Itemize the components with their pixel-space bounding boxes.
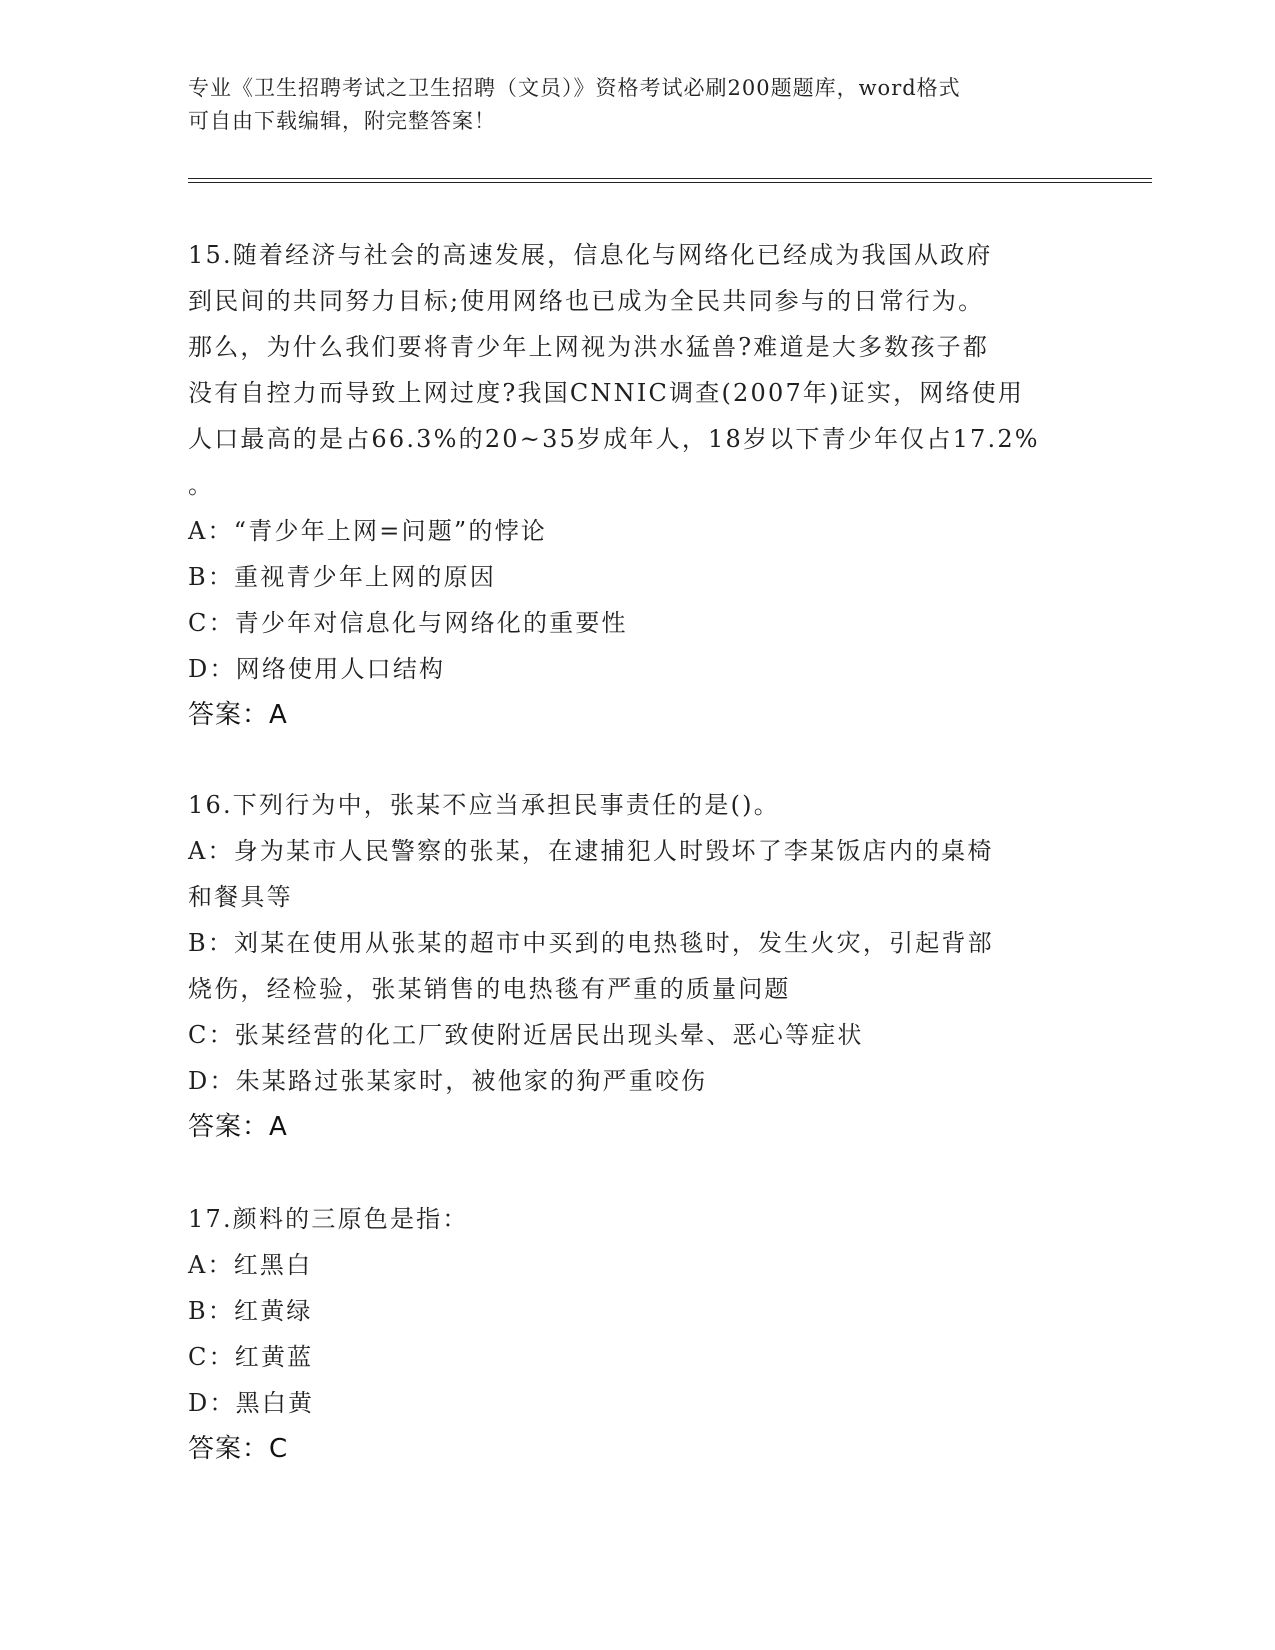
option-d: D：网络使用人口结构 bbox=[188, 655, 446, 683]
option-a: A：身为某市人民警察的张某，在逮捕犯人时毁坏了李某饭店内的桌椅 bbox=[188, 837, 994, 865]
option-c: C：张某经营的化工厂致使附近居民出现头晕、恶心等症状 bbox=[188, 1021, 864, 1049]
question-text-line: 人口最高的是占66.3%的20~35岁成年人，18岁以下青少年仅占17.2% bbox=[188, 425, 1040, 453]
answer-line: 答案：A bbox=[188, 700, 288, 730]
question-block bbox=[188, 782, 1088, 1150]
question-block bbox=[188, 1196, 1088, 1472]
question-text-line: 17.颜料的三原色是指： bbox=[188, 1205, 469, 1233]
option-b-continued: 烧伤，经检验，张某销售的电热毯有严重的质量问题 bbox=[188, 975, 791, 1003]
question-block bbox=[188, 232, 1088, 738]
option-b: B：重视青少年上网的原因 bbox=[188, 563, 497, 591]
option-d: D：朱某路过张某家时，被他家的狗严重咬伤 bbox=[188, 1067, 708, 1095]
answer-line: 答案：A bbox=[188, 1112, 288, 1142]
header-divider bbox=[188, 178, 1152, 179]
option-c: C：红黄蓝 bbox=[188, 1343, 314, 1371]
option-b: B：刘某在使用从张某的超市中买到的电热毯时，发生火灾，引起背部 bbox=[188, 929, 994, 957]
question-text-line: 没有自控力而导致上网过度?我国CNNIC调查(2007年)证实，网络使用 bbox=[188, 379, 1025, 407]
option-c: C：青少年对信息化与网络化的重要性 bbox=[188, 609, 628, 637]
header-line: 可自由下载编辑，附完整答案！ bbox=[188, 109, 496, 133]
question-text-line: 15.随着经济与社会的高速发展，信息化与网络化已经成为我国从政府 bbox=[188, 241, 993, 269]
header-line: 专业《卫生招聘考试之卫生招聘（文员）》资格考试必刷200题题库，word格式 bbox=[188, 76, 961, 100]
question-text-line: 那么，为什么我们要将青少年上网视为洪水猛兽?难道是大多数孩子都 bbox=[188, 333, 990, 361]
option-a: A：“青少年上网=问题”的悖论 bbox=[188, 517, 547, 545]
question-text-line: 。 bbox=[188, 471, 215, 499]
option-d: D：黑白黄 bbox=[188, 1389, 315, 1417]
header-divider bbox=[188, 182, 1152, 183]
answer-line: 答案：C bbox=[188, 1434, 289, 1464]
option-a-continued: 和餐具等 bbox=[188, 883, 293, 911]
option-a: A：红黑白 bbox=[188, 1251, 313, 1279]
option-b: B：红黄绿 bbox=[188, 1297, 313, 1325]
question-text-line: 到民间的共同努力目标;使用网络也已成为全民共同参与的日常行为。 bbox=[188, 287, 985, 315]
document-header bbox=[188, 72, 1088, 138]
question-text-line: 16.下列行为中，张某不应当承担民事责任的是()。 bbox=[188, 791, 780, 819]
